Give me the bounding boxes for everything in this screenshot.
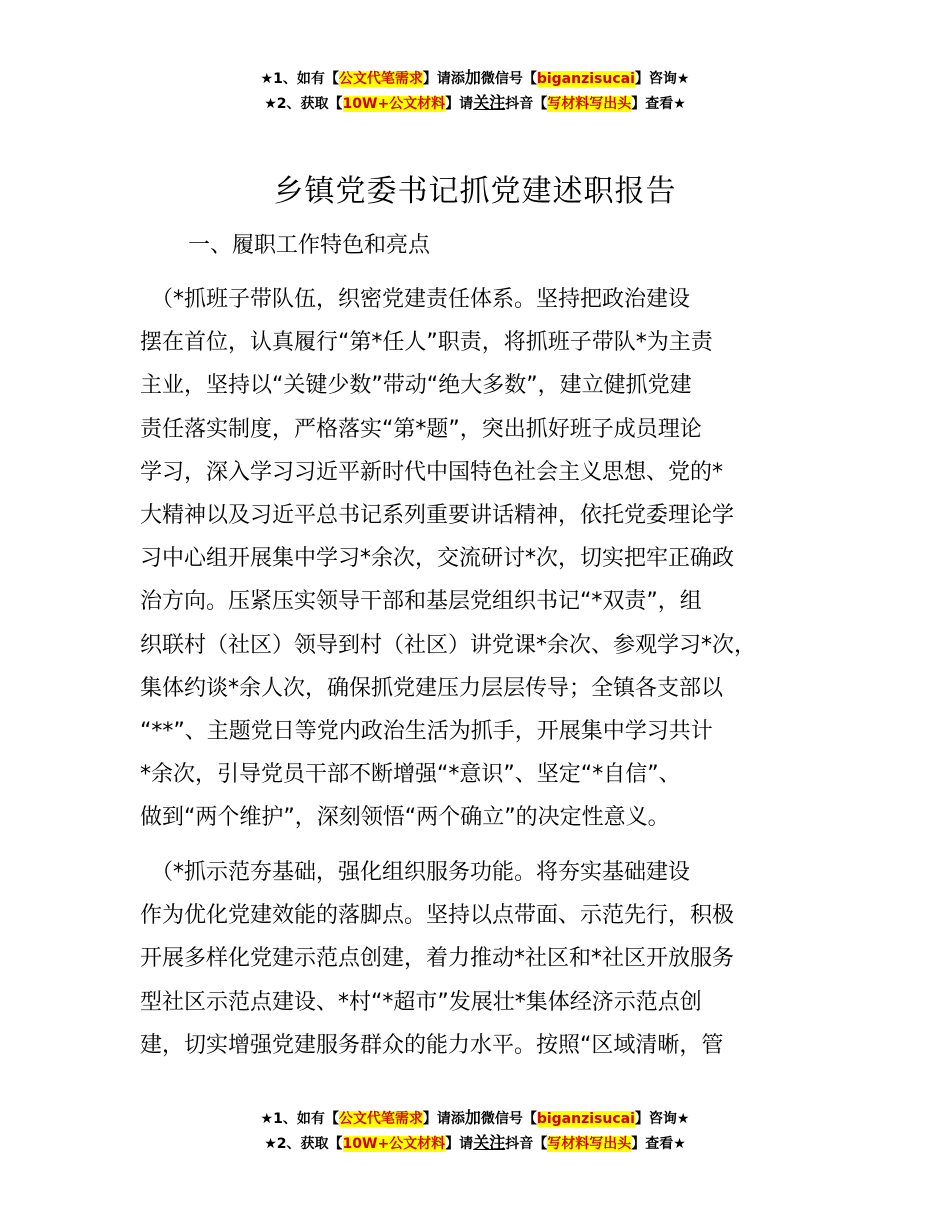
paragraph-line: 型社区示范点建设、*村“*超市”发展壮*集体经济示范点创 [140,989,702,1015]
paragraph-line: 摆在首位，认真履行“第*任人”职责，将抓班子带队*为主责 [140,330,713,356]
highlight-materials: 10W+公文材料 [342,96,446,112]
paragraph-line: 做到“两个维护”，深刻领悟“两个确立”的决定性意义。 [140,805,670,831]
paragraph-line: （*抓班子带队伍，织密党建责任体系。坚持把政治建设 [140,287,691,312]
paragraph-line: 习中心组开展集中学习*余次，交流研讨*次，切实把牢正确政 [140,546,735,572]
banner-text: ★1、如有【 [260,1111,339,1127]
paragraph-line: 织联村（社区）领导到村（社区）讲党课*余次、参观学习*次， [140,632,757,658]
paragraph-line: （*抓示范夯基础，强化组织服务功能。将夯实基础建设 [140,860,691,885]
banner-text: 】查看★ [631,96,686,112]
banner-line-2 [0,1131,950,1156]
paragraph-line: “**”、主题党日等党内政治生活为抓手，开展集中学习共计 [140,718,713,744]
banner-underlined-text: 关注 [473,1133,506,1152]
highlight-writing-service: 公文代笔需求 [338,1111,423,1127]
banner-text: ★2、获取【 [264,96,343,112]
banner-text: 】请添 [422,1111,465,1127]
paragraph-line: *余次，引导党员干部不断增强“*意识”、坚定“*自信”、 [140,762,681,788]
document-title: 乡镇党委书记抓党建述职报告 [273,174,677,209]
paragraph-line: 集体约谈*余人次，确保抓党建压力层层传导；全镇各支部以 [140,675,724,701]
banner-text: ★2、获取【 [264,1136,343,1152]
banner-line-2 [0,91,950,116]
paragraph-line: 作为优化党建效能的落脚点。坚持以点带面、示范先行，积极 [140,903,735,929]
paragraph-line: 开展多样化党建示范点创建，着力推动*社区和*社区开放服务 [140,946,735,972]
banner-text: 加 [464,1108,481,1127]
banner-text: 加 [464,68,481,87]
highlight-writing-service: 公文代笔需求 [338,71,423,87]
banner-text: 】请添 [422,71,465,87]
paragraph-line: 主业，坚持以“关键少数”带动“绝大多数”，建立健抓党建 [140,373,692,399]
banner-text: 】查看★ [631,1136,686,1152]
header-banner [0,66,950,116]
paragraph-line: 建，切实增强党建服务群众的能力水平。按照“区域清晰，管 [140,1032,724,1058]
banner-text: ★1、如有【 [260,71,339,87]
banner-text: 】咨询★ [634,1111,690,1127]
banner-text: 】咨询★ [634,71,690,87]
paragraph-line: 大精神以及习近平总书记系列重要讲话精神，依托党委理论学 [140,502,735,528]
highlight-materials: 10W+公文材料 [342,1136,446,1152]
banner-text: 】请 [445,1136,474,1152]
highlight-wechat-id: biganzisucai [536,71,635,87]
banner-text: 】请 [445,96,474,112]
paragraph-line: 学习，深入学习习近平新时代中国特色社会主义思想、党的* [140,459,724,485]
banner-line-1 [0,66,950,91]
banner-underlined-text: 关注 [473,93,506,112]
highlight-douyin-account: 写材料写出头 [547,96,632,112]
paragraph-line: 治方向。压紧压实领导干部和基层党组织书记“*双责”，组 [140,589,702,615]
footer-banner [0,1106,950,1156]
banner-text: 微信号【 [480,1111,537,1127]
highlight-wechat-id: biganzisucai [536,1111,635,1127]
paragraph-2 [140,851,812,1067]
highlight-douyin-account: 写材料写出头 [547,1136,632,1152]
banner-text: 微信号【 [480,71,537,87]
banner-line-1 [0,1106,950,1131]
paragraph-1 [140,278,812,839]
paragraph-line: 责任落实制度，严格落实“第*题”，突出抓好班子成员理论 [140,416,702,442]
banner-text: 抖音【 [505,1136,548,1152]
banner-text: 抖音【 [505,96,548,112]
section-heading: 一、履职工作特色和亮点 [188,233,431,258]
